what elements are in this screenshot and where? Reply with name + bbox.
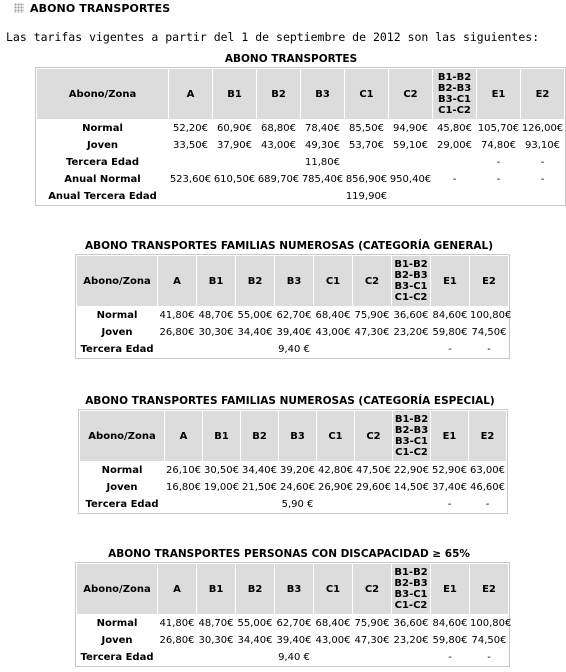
fare-cell: 63,00€ (469, 462, 506, 478)
intro-text: Las tarifas vigentes a partir del 1 de septiembre de 2012 son las siguientes: (6, 30, 540, 44)
fare-cell: 78,40€ (301, 120, 344, 136)
fare-cell: 41,80€ (158, 615, 196, 631)
fare-cell: 75,90€ (353, 307, 391, 323)
fare-cell: 22,90€ (393, 462, 430, 478)
column-header-zone: C1 (317, 411, 354, 461)
column-header-zone: E1 (431, 256, 469, 306)
column-header-zone: E1 (431, 564, 469, 614)
fare-cell: 75,90€ (353, 615, 391, 631)
fare-cell: 26,80€ (158, 632, 196, 648)
column-header-zone: B1 (197, 564, 235, 614)
combined-zone-label: B3-C1 (394, 589, 428, 600)
column-header-zone: A (158, 564, 196, 614)
fare-cell: 34,40€ (236, 324, 274, 340)
row-label: Tercera Edad (77, 649, 157, 665)
fare-cell: - (433, 171, 476, 187)
table-row (37, 171, 564, 187)
fare-cell: - (477, 171, 520, 187)
fare-table (75, 254, 510, 359)
fare-table-section-discapacidad (75, 548, 512, 667)
column-header-zone: C2 (355, 411, 392, 461)
column-header-zone: C1 (314, 564, 352, 614)
fare-cell: 610,50€ (213, 171, 256, 187)
row-label: Normal (77, 615, 157, 631)
row-label: Anual Tercera Edad (37, 188, 168, 204)
fare-cell-merged: 119,90€ (169, 188, 564, 204)
fare-cell: - (470, 341, 508, 357)
fare-cell: - (469, 496, 506, 512)
column-header-zone: E2 (470, 256, 508, 306)
fare-cell-merged: 9,40 € (158, 649, 430, 665)
table-row (77, 324, 508, 340)
fare-cell: 52,90€ (431, 462, 468, 478)
fare-cell: 14,50€ (393, 479, 430, 495)
fare-cell: 21,50€ (241, 479, 278, 495)
fare-cell: 26,80€ (158, 324, 196, 340)
combined-zone-label: B2-B3 (437, 83, 472, 94)
fare-cell: 34,40€ (236, 632, 274, 648)
combined-zone-label: B3-C1 (394, 436, 429, 447)
fare-cell: 55,00€ (236, 615, 274, 631)
fare-cell: 42,80€ (317, 462, 354, 478)
fare-cell: 26,10€ (165, 462, 202, 478)
section-header (14, 0, 170, 16)
fare-cell: 48,70€ (197, 615, 235, 631)
table-row (37, 120, 564, 136)
table-row (77, 615, 508, 631)
table-row (37, 137, 564, 153)
fare-cell: 39,40€ (275, 324, 313, 340)
combined-zone-label: B1-B2 (394, 567, 428, 578)
fare-cell: 68,40€ (314, 615, 352, 631)
fare-cell: 59,10€ (389, 137, 432, 153)
fare-table-section-familias-especial (78, 395, 505, 514)
fare-cell: 46,60€ (469, 479, 506, 495)
column-header-zone: C1 (314, 256, 352, 306)
fare-cell: 94,90€ (389, 120, 432, 136)
table-row (77, 649, 508, 665)
fare-cell: 55,00€ (236, 307, 274, 323)
fare-cell: 100,80€ (470, 307, 508, 323)
fare-table-section-general (35, 53, 564, 206)
row-label: Tercera Edad (37, 154, 168, 170)
column-header-zone: E1 (431, 411, 468, 461)
column-header-zone: B1 (203, 411, 240, 461)
fare-cell: - (470, 649, 508, 665)
column-header-zone: B1 (197, 256, 235, 306)
table-row (77, 632, 508, 648)
combined-zone-label: B3-C1 (437, 94, 472, 105)
combined-zone-label: C1-C2 (395, 447, 428, 458)
combined-zone-label: C1-C2 (394, 600, 428, 611)
column-header-zone: A (158, 256, 196, 306)
fare-cell-merged: 9,40 € (158, 341, 430, 357)
fare-cell: 30,50€ (203, 462, 240, 478)
column-header-zone: B3 (275, 564, 313, 614)
combined-zone-label: B2-B3 (394, 425, 429, 436)
row-label: Anual Normal (37, 171, 168, 187)
fare-cell: 24,60€ (279, 479, 316, 495)
column-header-combined-zones (392, 564, 430, 614)
row-label: Normal (77, 307, 157, 323)
fare-cell: 93,10€ (521, 137, 564, 153)
column-header-zone: B2 (236, 256, 274, 306)
column-header-abono-zona: Abono/Zona (77, 256, 157, 306)
fare-cell: 41,80€ (158, 307, 196, 323)
column-header-combined-zones (433, 69, 476, 119)
fare-cell: 43,00€ (257, 137, 300, 153)
table-row (80, 496, 506, 512)
column-header-combined-zones (393, 411, 430, 461)
grip-dots-icon (14, 3, 24, 13)
table-title: ABONO TRANSPORTES FAMILIAS NUMEROSAS (CATEGORÍA ESPECIAL) (85, 395, 495, 407)
fare-cell: - (521, 154, 564, 170)
fare-cell: 48,70€ (197, 307, 235, 323)
table-title: ABONO TRANSPORTES PERSONAS CON DISCAPACIDAD ≥ 65% (108, 548, 470, 560)
column-header-zone: E2 (470, 564, 508, 614)
table-row (80, 462, 506, 478)
column-header-zone: C2 (389, 69, 432, 119)
fare-cell: 30,30€ (197, 324, 235, 340)
column-header-zone: E2 (521, 69, 564, 119)
fare-cell: 74,80€ (477, 137, 520, 153)
fare-cell: 68,40€ (314, 307, 352, 323)
fare-cell: 74,50€ (470, 324, 508, 340)
fare-cell: 523,60€ (169, 171, 212, 187)
table-title: ABONO TRANSPORTES FAMILIAS NUMEROSAS (CATEGORÍA GENERAL) (84, 240, 494, 252)
fare-cell: - (431, 649, 469, 665)
fare-cell: 43,00€ (314, 324, 352, 340)
fare-cell: 100,80€ (470, 615, 508, 631)
fare-table (78, 409, 508, 514)
fare-cell: 105,70€ (477, 120, 520, 136)
column-header-zone: C2 (353, 564, 391, 614)
fare-cell: 950,40€ (389, 171, 432, 187)
table-title: ABONO TRANSPORTES (224, 53, 358, 65)
fare-cell: 74,50€ (470, 632, 508, 648)
fare-cell: 52,20€ (169, 120, 212, 136)
fare-cell: 47,30€ (353, 632, 391, 648)
fare-cell: 34,40€ (241, 462, 278, 478)
table-row (77, 307, 508, 323)
fare-cell: 60,90€ (213, 120, 256, 136)
column-header-abono-zona: Abono/Zona (77, 564, 157, 614)
row-label: Tercera Edad (77, 341, 157, 357)
row-label: Tercera Edad (80, 496, 164, 512)
column-header-combined-zones (392, 256, 430, 306)
fare-cell: 45,80€ (433, 120, 476, 136)
combined-zone-label: B1-B2 (437, 72, 472, 83)
fare-cell: 43,00€ (314, 632, 352, 648)
fare-cell: 59,80€ (431, 632, 469, 648)
fare-cell-merged: 5,90 € (165, 496, 430, 512)
fare-cell: 26,90€ (317, 479, 354, 495)
fare-cell: 39,40€ (275, 632, 313, 648)
fare-cell: 19,00€ (203, 479, 240, 495)
fare-cell: 62,70€ (275, 307, 313, 323)
fare-table (35, 67, 566, 206)
combined-zone-label: B1-B2 (394, 414, 429, 425)
fare-cell: 36,60€ (392, 307, 430, 323)
fare-cell: 47,50€ (355, 462, 392, 478)
combined-zone-label: B2-B3 (394, 578, 428, 589)
row-label: Joven (77, 324, 157, 340)
table-row (80, 479, 506, 495)
fare-cell: 16,80€ (165, 479, 202, 495)
combined-zone-label: B3-C1 (394, 281, 428, 292)
fare-cell: 30,30€ (197, 632, 235, 648)
column-header-zone: B2 (236, 564, 274, 614)
page-title: ABONO TRANSPORTES (30, 1, 171, 15)
fare-cell: 33,50€ (169, 137, 212, 153)
column-header-abono-zona: Abono/Zona (80, 411, 164, 461)
fare-table (75, 562, 510, 667)
fare-cell: 29,60€ (355, 479, 392, 495)
fare-cell: 23,20€ (392, 632, 430, 648)
fare-cell: 785,40€ (301, 171, 344, 187)
fare-cell: 84,60€ (431, 307, 469, 323)
fare-cell: 68,80€ (257, 120, 300, 136)
fare-cell: 85,50€ (345, 120, 388, 136)
fare-cell: 126,00€ (521, 120, 564, 136)
combined-zone-label: B2-B3 (394, 270, 428, 281)
fare-cell: 689,70€ (257, 171, 300, 187)
column-header-zone: B2 (241, 411, 278, 461)
column-header-zone: E1 (477, 69, 520, 119)
column-header-zone: B3 (279, 411, 316, 461)
row-label: Joven (37, 137, 168, 153)
fare-cell: 39,20€ (279, 462, 316, 478)
fare-cell: 53,70€ (345, 137, 388, 153)
fare-cell: 47,30€ (353, 324, 391, 340)
row-label: Normal (37, 120, 168, 136)
column-header-abono-zona: Abono/Zona (37, 69, 168, 119)
fare-cell: 49,30€ (301, 137, 344, 153)
fare-cell: - (477, 154, 520, 170)
fare-cell: 23,20€ (392, 324, 430, 340)
column-header-zone: B2 (257, 69, 300, 119)
column-header-zone: B3 (301, 69, 344, 119)
fare-cell: 59,80€ (431, 324, 469, 340)
fare-cell: 856,90€ (345, 171, 388, 187)
combined-zone-label: C1-C2 (438, 105, 471, 116)
fare-cell: - (431, 496, 468, 512)
table-row (77, 341, 508, 357)
fare-cell: 37,40€ (431, 479, 468, 495)
fare-table-section-familias-general (75, 240, 512, 359)
column-header-zone: B1 (213, 69, 256, 119)
table-row (37, 154, 564, 170)
column-header-zone: A (169, 69, 212, 119)
fare-cell: 62,70€ (275, 615, 313, 631)
row-label: Joven (77, 632, 157, 648)
fare-cell: - (431, 341, 469, 357)
row-label: Normal (80, 462, 164, 478)
column-header-zone: C2 (353, 256, 391, 306)
column-header-zone: A (165, 411, 202, 461)
fare-cell: 84,60€ (431, 615, 469, 631)
fare-cell: - (521, 171, 564, 187)
combined-zone-label: B1-B2 (394, 259, 428, 270)
table-row (37, 188, 564, 204)
column-header-zone: E2 (469, 411, 506, 461)
column-header-zone: B3 (275, 256, 313, 306)
fare-cell-merged: 11,80€ (169, 154, 476, 170)
fare-cell: 29,00€ (433, 137, 476, 153)
combined-zone-label: C1-C2 (394, 292, 428, 303)
fare-cell: 37,90€ (213, 137, 256, 153)
row-label: Joven (80, 479, 164, 495)
fare-cell: 36,60€ (392, 615, 430, 631)
column-header-zone: C1 (345, 69, 388, 119)
